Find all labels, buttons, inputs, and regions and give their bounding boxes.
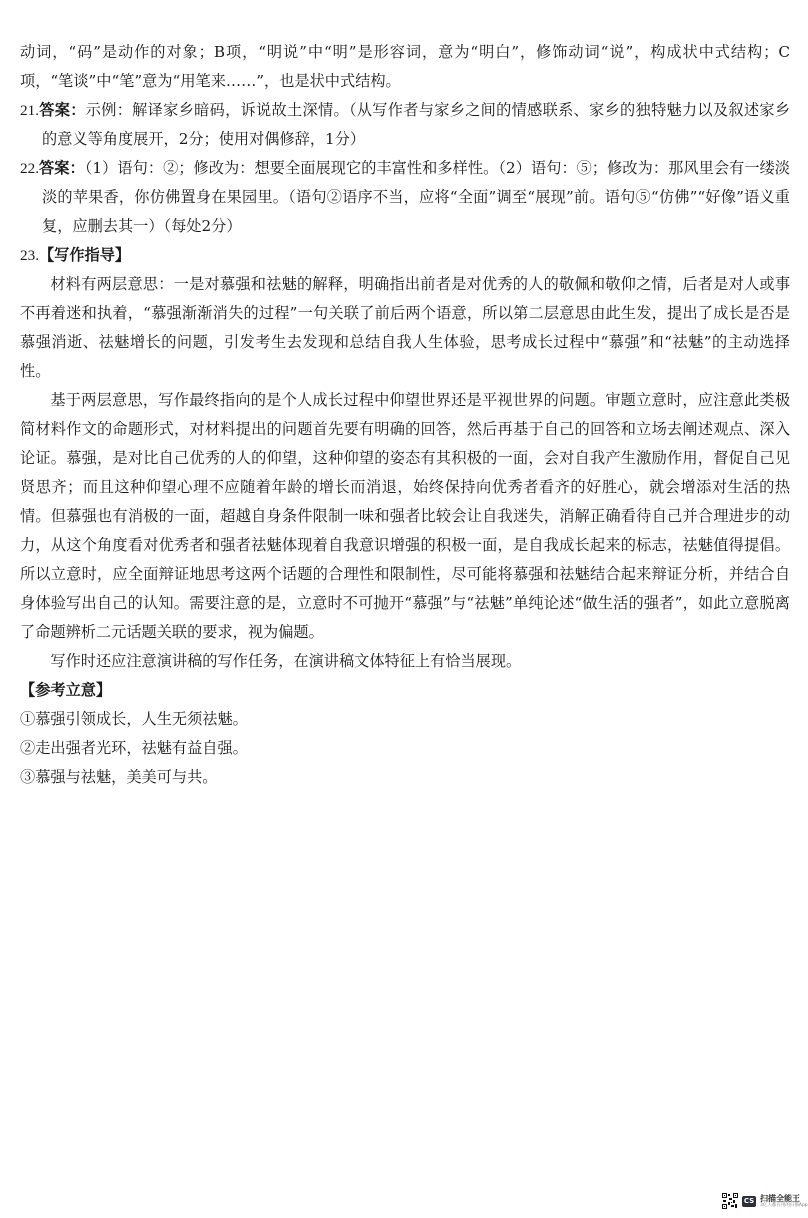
question-number: 23.: [20, 247, 39, 264]
reference-item: ②走出强者光环，祛魅有益自强。: [20, 739, 248, 757]
reference-item: ③慕强与祛魅，美美可与共。: [20, 768, 218, 786]
continued-paragraph: 动词，“码”是动作的对象；B项，“明说”中“明”是形容词，意为“明白”，修饰动词“说”，构成状中式结构；C项，“笔谈”中“笔”意为“用笔来……”，也是状中式结构。: [20, 43, 790, 90]
answer-22: [20, 154, 790, 241]
guidance-paragraph-2: 基于两层意思，写作最终指向的是个人成长过程中仰望世界还是平视世界的问题。审题立意时，应注意此类极简材料作文的命题形式，对材料提出的问题首先要有明确的回答，然后再基于自己的回答和立场去阐述观点、深入论证。慕强，是对比自己优秀的人的仰望，这种仰望的姿态有其积极的一面，会对自我产生激励作用，督促自己见贤思齐；而且这种仰望心理不应随着年龄的增长而消退，始终保持向优秀者看齐的好胜心，就会增添对生活的热情。但慕强也有消极的一面，超越自身条件限制一味和强者比较会让自我迷失，消解正确看待自己并合理进步的动力，从这个角度看对优秀者和强者祛魅体现着自我意识增强的积极一面，是自我成长起来的标志，祛魅值得提倡。所以立意时，应全面辩证地思考这两个话题的合理性和限制性，尽可能将慕强和祛魅结合起来辩证分析，并结合自身体验写出自己的认知。需要注意的是，立意时不可抛开“慕强”与“祛魅”单纯论述“做生活的强者”，如此立意脱离了命题辨析二元话题关联的要求，视为偏题。: [20, 391, 790, 641]
scanner-watermark: [722, 1193, 808, 1209]
cs-logo-icon: CS: [743, 1196, 755, 1205]
question-number: 22.: [20, 160, 39, 177]
guidance-paragraph-3: 写作时还应注意演讲稿的写作任务，在演讲稿文体特征上有恰当展现。: [50, 652, 522, 670]
brand-tagline: 3亿人都在用的扫描App: [760, 1202, 808, 1208]
question-number: 21.: [20, 102, 39, 119]
reference-item: ①慕强引领成长，人生无须祛魅。: [20, 710, 248, 728]
brand-name: 扫描全能王: [760, 1193, 800, 1203]
guidance-paragraph-1: 材料有两层意思：一是对慕强和祛魅的解释，明确指出前者是对优秀的人的敬佩和敬仰之情，后者是对人或事不再着迷和执着，“慕强渐渐消失的过程”一句关联了前后两个语意，所以第二层意思由此生发，提出了成长是否是慕强消逝、祛魅增长的问题，引发考生去发现和总结自我人生体验，思考成长过程中“慕强”和“祛魅”的主动选择性。: [20, 275, 790, 380]
answer-text: 示例：解译家乡暗码，诉说故土深情。（从写作者与家乡之间的情感联系、家乡的独特魅力以及叙述家乡的意义等角度展开，2分；使用对偶修辞，1分）: [42, 101, 791, 148]
answer-label: 答案：: [38, 159, 85, 177]
document-body: [20, 38, 790, 792]
answer-21: [20, 96, 790, 154]
answer-text: （1）语句：②；修改为：想要全面展现它的丰富性和多样性。（2）语句：⑤；修改为：那风里会有一缕淡淡的苹果香，你仿佛置身在果园里。（语句②语序不当，应将“全面”调至“展现”前。语句⑤“仿佛”“好像”语义重复，应删去其一）（每处2分）: [42, 159, 790, 235]
qr-code-icon: [722, 1193, 738, 1209]
brand-block: [760, 1194, 808, 1209]
section-title: 【写作指导】: [38, 246, 131, 264]
reference-title: 【参考立意】: [20, 681, 112, 699]
answer-label: 答案：: [38, 101, 86, 119]
question-23-heading: [20, 241, 790, 270]
